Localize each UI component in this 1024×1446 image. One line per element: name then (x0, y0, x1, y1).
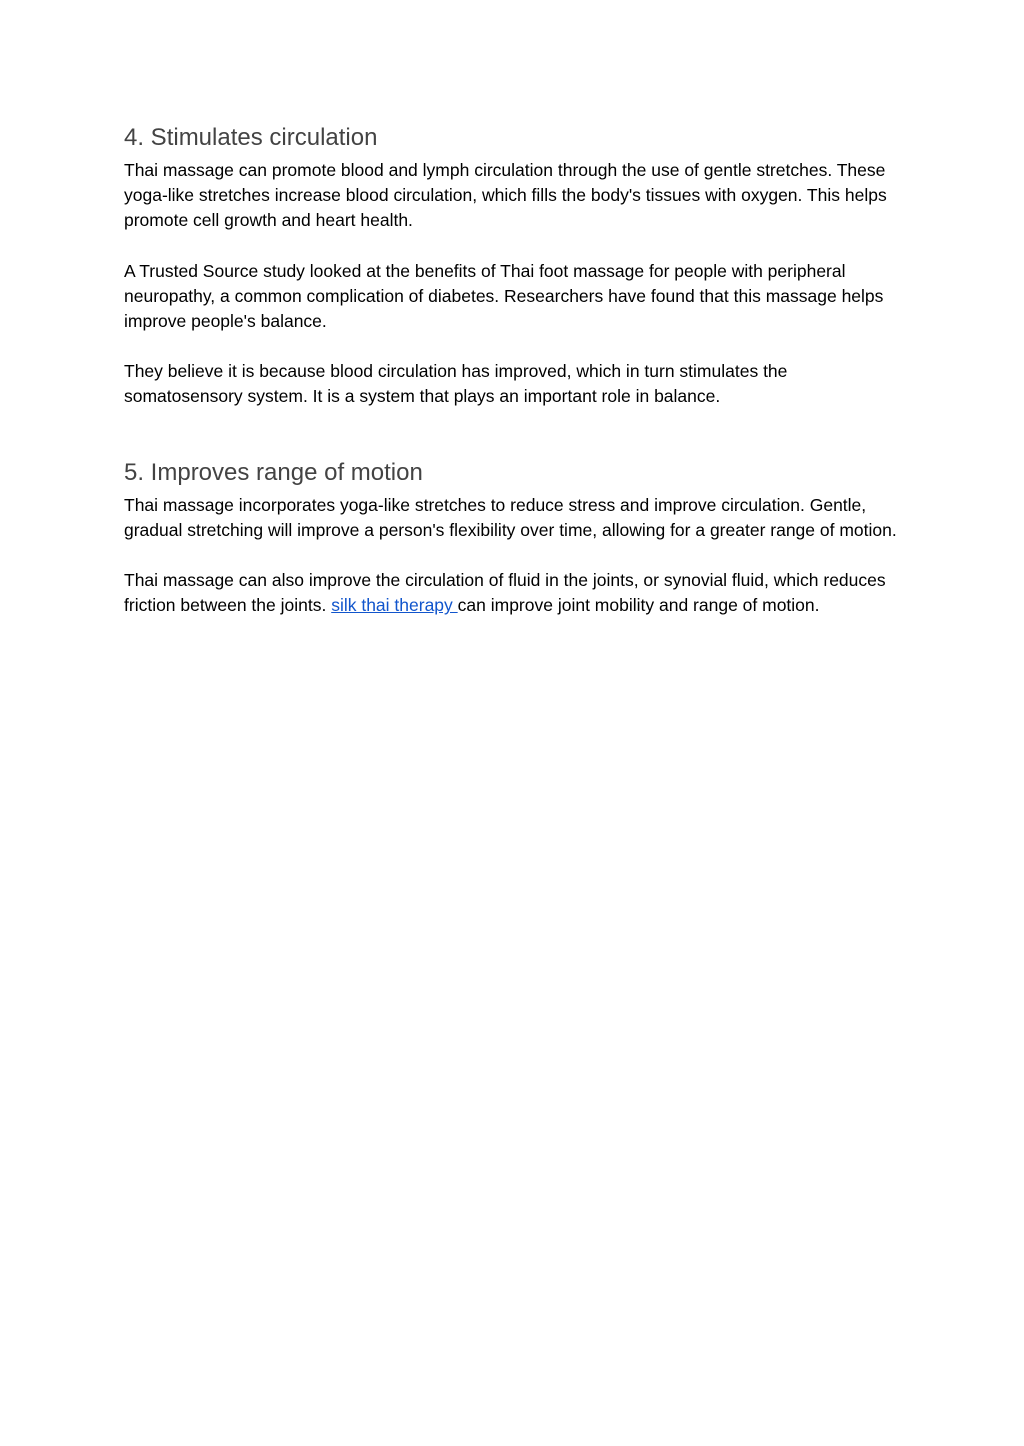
section-improves-range-of-motion (124, 456, 904, 619)
paragraph: A Trusted Source study looked at the benefits of Thai foot massage for people with peripheral neuropathy, a common complication of diabetes. Researchers have found that this massage helps improve people's balance. (124, 260, 884, 332)
document-content (124, 121, 904, 618)
paragraph: Thai massage can promote blood and lymph circulation through the use of gentle stretches. These yoga-like stretches increase blood circulation, which fills the body's tissues with oxygen. This helps promote cell growth and heart health. (124, 160, 887, 231)
section-heading: 5. Improves range of motion (124, 458, 423, 486)
paragraph-text-after-link: can improve joint mobility and range of motion. (457, 595, 820, 616)
paragraph: Thai massage incorporates yoga-like stretches to reduce stress and improve circulation. Gentle, gradual stretching will improve a person's flexibility over time, allowing for a greater range of motion. (124, 494, 897, 540)
paragraph: They believe it is because blood circulation has improved, which in turn stimulates the somatosensory system. It is a system that plays an important role in balance. (124, 361, 788, 407)
paragraph-with-link (124, 568, 904, 618)
section-stimulates-circulation (124, 121, 904, 410)
section-heading: 4. Stimulates circulation (124, 124, 378, 151)
silk-thai-therapy-link[interactable]: silk thai therapy (331, 595, 458, 616)
paragraph-text-before-link: Thai massage can also improve the circulation of fluid in the joints, or synovial fluid, which reduces friction between the joints. (124, 570, 886, 616)
